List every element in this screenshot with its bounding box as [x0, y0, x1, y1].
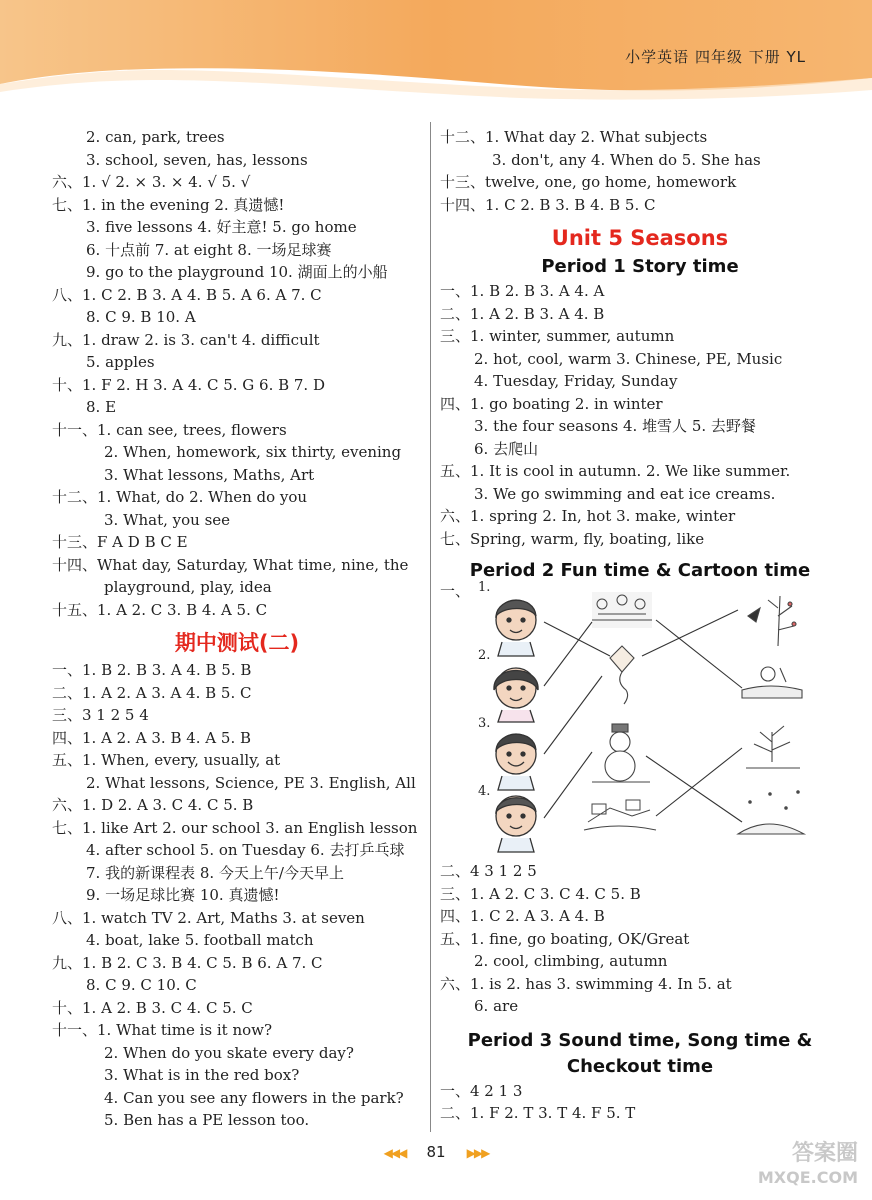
- answer-line: 九、1. B 2. C 3. B 4. C 5. B 6. A 7. C: [52, 953, 323, 972]
- item-number-2: 2.: [478, 648, 491, 663]
- answer-line: 2. When do you skate every day?: [104, 1043, 354, 1062]
- right-column: [440, 126, 840, 1125]
- answer-line: 十一、1. What time is it now?: [52, 1021, 273, 1039]
- kid-face-4: [496, 796, 536, 852]
- answer-line: 2. cool, climbing, autumn: [474, 952, 668, 970]
- answer-line: 6. 去爬山: [474, 439, 539, 458]
- kid-face-3: [496, 734, 536, 790]
- kite-picture: [610, 646, 634, 704]
- answer-line: 十三、F A D B C E: [52, 533, 188, 551]
- answer-line: 3. the four seasons 4. 堆雪人 5. 去野餐: [474, 417, 756, 435]
- answer-line: 3. What lessons, Maths, Art: [104, 465, 315, 484]
- answer-line: 三、1. winter, summer, autumn: [440, 327, 675, 345]
- period2-title: Period 2 Fun time & Cartoon time: [469, 560, 811, 581]
- item-number-3: 3.: [478, 716, 491, 731]
- answer-line: 四、1. A 2. A 3. B 4. A 5. B: [52, 728, 252, 747]
- answer-line: 三、3 1 2 5 4: [52, 706, 149, 724]
- answer-line: 四、1. C 2. A 3. A 4. B: [440, 907, 605, 925]
- answer-line: 十、1. A 2. B 3. C 4. C 5. C: [52, 998, 253, 1017]
- section-heading: 期中测试(二): [174, 631, 300, 655]
- answer-line: 十、1. F 2. H 3. A 4. C 5. G 6. B 7. D: [52, 375, 325, 394]
- unit-title: Unit 5 Seasons: [551, 226, 729, 250]
- answer-line: 十一、1. can see, trees, flowers: [52, 420, 287, 439]
- prev-arrows-icon: ◀◀◀: [383, 1146, 406, 1160]
- answer-line: 6. are: [474, 997, 519, 1015]
- spring-swallow-picture: [748, 596, 796, 646]
- answer-line: 6. 十点前 7. at eight 8. 一场足球赛: [86, 240, 332, 259]
- answer-line: 一、1. B 2. B 3. A 4. A: [440, 282, 605, 300]
- answer-line: 4. Can you see any flowers in the park?: [104, 1088, 404, 1107]
- answer-line: 9. go to the playground 10. 湖面上的小船: [86, 263, 388, 281]
- answer-line: 3. five lessons 4. 好主意! 5. go home: [86, 218, 357, 236]
- answer-line: 十五、1. A 2. C 3. B 4. A 5. C: [52, 600, 268, 619]
- right-top-answers: [440, 126, 840, 216]
- snowman-picture: [592, 724, 650, 782]
- answer-line: 七、Spring, warm, fly, boating, like: [440, 529, 705, 548]
- kid-face-2: [494, 668, 538, 722]
- answer-line: 六、1. D 2. A 3. C 4. C 5. B: [52, 796, 254, 814]
- answer-line: 8. C 9. C 10. C: [86, 976, 197, 994]
- answer-line: 9. 一场足球比赛 10. 真遗憾!: [86, 886, 280, 904]
- kid-face-1: [496, 600, 536, 656]
- summer-picture: [742, 667, 802, 698]
- answer-line: 七、1. like Art 2. our school 3. an English lesson: [52, 818, 418, 837]
- period3-title: Period 3 Sound time, Song time &: [467, 1029, 813, 1051]
- period3-title-2: Checkout time: [566, 1055, 714, 1077]
- answer-line: 六、1. spring 2. In, hot 3. make, winter: [440, 507, 736, 525]
- answer-line: 二、1. F 2. T 3. T 4. F 5. T: [440, 1104, 636, 1122]
- boating-picture: [584, 800, 656, 830]
- answer-line: 十二、1. What day 2. What subjects: [440, 128, 708, 146]
- answer-line: 3. What is in the red box?: [104, 1066, 300, 1084]
- page-number: 81: [426, 1143, 446, 1161]
- period1-title: Period 1 Story time: [541, 256, 739, 277]
- period3-answers: [440, 1080, 840, 1125]
- left-column: [52, 126, 422, 1132]
- answer-line: 十四、What day, Saturday, What time, nine, the: [52, 555, 409, 574]
- answer-line: 4. boat, lake 5. football match: [86, 931, 314, 949]
- answer-line: 十二、1. What, do 2. When do you: [52, 488, 308, 506]
- answer-line: 七、1. in the evening 2. 真遗憾!: [52, 195, 285, 214]
- answer-line: 3. We go swimming and eat ice creams.: [474, 484, 776, 503]
- answer-line: 五、1. fine, go boating, OK/Great: [440, 929, 690, 948]
- matching-illustration: [440, 580, 840, 860]
- answer-line: playground, play, idea: [104, 578, 272, 596]
- next-arrows-icon: ▶▶▶: [466, 1146, 489, 1160]
- answer-line: 九、1. draw 2. is 3. can't 4. difficult: [52, 330, 320, 349]
- answer-line: 二、1. A 2. A 3. A 4. B 5. C: [52, 683, 252, 702]
- answer-line: 3. don't, any 4. When do 5. She has: [492, 150, 761, 169]
- p2-section-label: 一、: [440, 582, 471, 600]
- answer-line: 三、1. A 2. C 3. C 4. C 5. B: [440, 884, 641, 903]
- answer-line: 四、1. go boating 2. in winter: [440, 394, 663, 413]
- answer-line: 五、1. When, every, usually, at: [52, 751, 281, 769]
- answer-line: 一、4 2 1 3: [440, 1081, 523, 1100]
- answer-line: 五、1. It is cool in autumn. 2. We like summer.: [440, 462, 791, 480]
- answer-line: 八、1. watch TV 2. Art, Maths 3. at seven: [52, 908, 365, 927]
- answer-line: 4. Tuesday, Friday, Sunday: [474, 372, 678, 390]
- answer-line: 3. What, you see: [104, 510, 231, 529]
- answer-line: 2. can, park, trees: [86, 128, 225, 146]
- answer-line: 二、4 3 1 2 5: [440, 862, 537, 880]
- answer-line: 8. E: [86, 398, 117, 416]
- answer-line: 2. hot, cool, warm 3. Chinese, PE, Music: [474, 349, 783, 368]
- answer-line: 一、1. B 2. B 3. A 4. B 5. B: [52, 661, 252, 679]
- header-title: 小学英语 四年级 下册 YL: [625, 48, 806, 66]
- answer-line: 十四、1. C 2. B 3. B 4. B 5. C: [440, 195, 656, 214]
- answer-line: 六、1. √ 2. × 3. × 4. √ 5. √: [52, 173, 251, 191]
- page-footer: [0, 1142, 872, 1161]
- answer-line: 8. C 9. B 10. A: [86, 308, 196, 326]
- answer-line: 5. apples: [86, 353, 155, 371]
- answer-line: 2. What lessons, Science, PE 3. English, All: [86, 773, 416, 792]
- answer-line: 十三、twelve, one, go home, homework: [440, 173, 737, 191]
- period1-answers: [440, 280, 840, 550]
- column-divider: [430, 122, 431, 1132]
- item-number-1: 1.: [478, 580, 491, 595]
- answer-line: 7. 我的新课程表 8. 今天上午/今天早上: [86, 863, 344, 882]
- watermark: 答案圈 MXQE.COM: [757, 1141, 858, 1187]
- autumn-tree-picture: [746, 726, 800, 768]
- period2-answers: [440, 860, 840, 1018]
- item-number-4: 4.: [478, 784, 491, 799]
- answer-line: 5. Ben has a PE lesson too.: [104, 1111, 310, 1129]
- matching-lines: [544, 610, 742, 822]
- answer-line: 3. school, seven, has, lessons: [86, 150, 308, 169]
- answer-line: 4. after school 5. on Tuesday 6. 去打乒乓球: [86, 841, 405, 859]
- answer-line: 2. When, homework, six thirty, evening: [104, 443, 402, 461]
- answer-line: 八、1. C 2. B 3. A 4. B 5. A 6. A 7. C: [52, 285, 322, 304]
- picnic-picture: [592, 592, 652, 628]
- winter-snow-picture: [738, 791, 804, 834]
- answer-line: 六、1. is 2. has 3. swimming 4. In 5. at: [440, 974, 732, 993]
- matching-drawing: [480, 586, 850, 860]
- answer-line: 二、1. A 2. B 3. A 4. B: [440, 304, 605, 323]
